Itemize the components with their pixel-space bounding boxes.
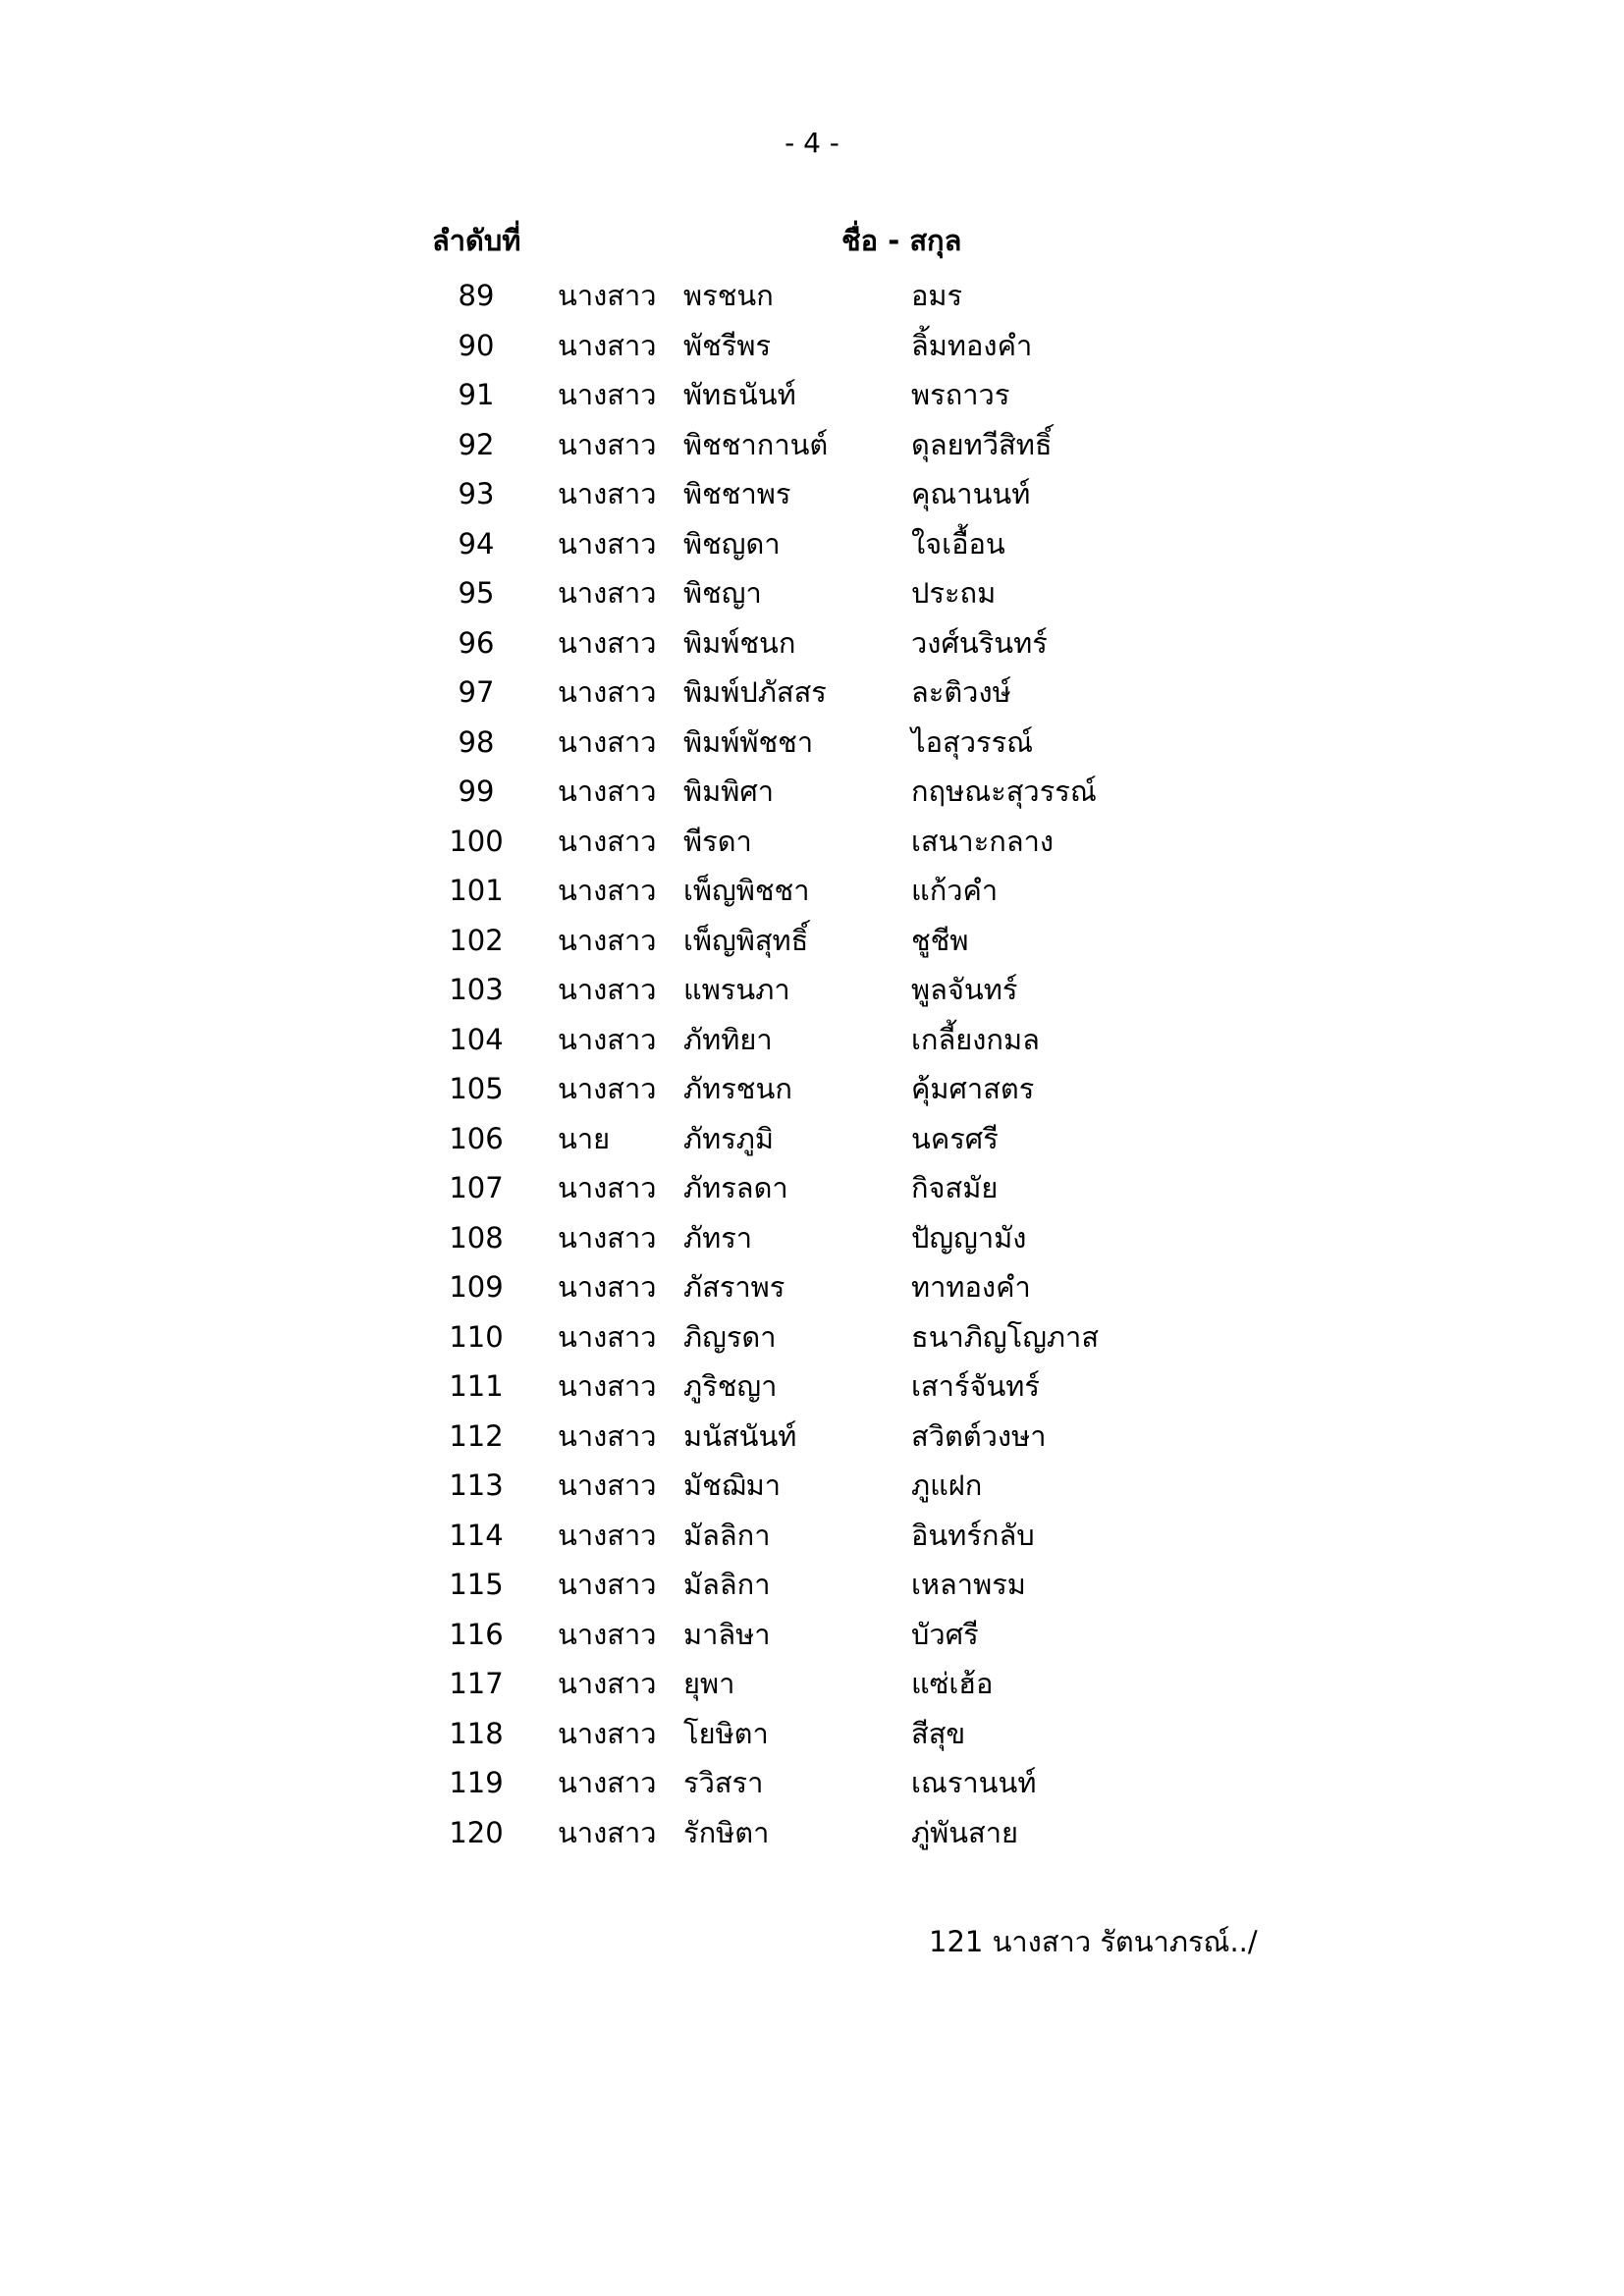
list-item — [432, 817, 1178, 867]
list-item — [432, 718, 1178, 768]
list-item — [432, 618, 1178, 668]
last-name: เสาร์จันทร์ — [911, 1369, 1040, 1403]
item-number: 104 — [449, 1022, 504, 1056]
first-name: พิชชาพร — [683, 477, 791, 510]
item-number: 97 — [458, 675, 495, 709]
list-item — [432, 1213, 1178, 1263]
header-name: ชื่อ - สกุล — [841, 224, 962, 257]
list-item — [432, 1808, 1178, 1858]
list-item — [432, 519, 1178, 569]
last-name: สวิตต์วงษา — [911, 1418, 1047, 1453]
item-number: 111 — [449, 1369, 504, 1403]
list-item — [432, 469, 1178, 519]
first-name: พิชชากานต์ — [683, 427, 829, 461]
last-name: คุ้มศาสตร — [911, 1072, 1035, 1105]
last-name: อินทร์กลับ — [911, 1518, 1035, 1552]
first-name: พิชญา — [683, 576, 762, 610]
item-number: 117 — [449, 1667, 504, 1700]
name-title: นางสาว — [558, 328, 657, 362]
list-item — [432, 1262, 1178, 1312]
name-title: นางสาว — [558, 1617, 657, 1651]
first-name: แพรนภา — [683, 973, 790, 1006]
first-name: พรชนก — [683, 279, 774, 312]
first-name: มนัสนันท์ — [683, 1418, 797, 1453]
list-item — [432, 1412, 1178, 1462]
last-name: ลิ้มทองคำ — [911, 328, 1033, 362]
name-title: นางสาว — [558, 1171, 657, 1204]
last-name: บัวศรี — [911, 1617, 979, 1651]
item-number: 99 — [458, 774, 495, 808]
first-name: พีรดา — [683, 824, 752, 858]
item-number: 114 — [449, 1518, 504, 1552]
item-number: 106 — [449, 1121, 504, 1155]
name-title: นางสาว — [558, 724, 657, 759]
last-name: กิจสมัย — [911, 1171, 999, 1204]
name-title: นางสาว — [558, 1220, 657, 1255]
first-name: เพ็ญพิสุทธิ์ — [683, 923, 809, 957]
item-number: 118 — [449, 1716, 504, 1750]
last-name: ประถม — [911, 576, 997, 610]
item-number: 112 — [449, 1418, 504, 1453]
item-number: 108 — [449, 1220, 504, 1255]
item-number: 96 — [458, 625, 495, 660]
first-name: ภัทรชนก — [683, 1072, 792, 1105]
first-name: มาลิษา — [683, 1617, 771, 1651]
list-item — [432, 271, 1178, 321]
first-name: มัลลิกา — [683, 1568, 771, 1601]
first-name: พัชรีพร — [683, 328, 772, 362]
name-title: นางสาว — [558, 1072, 657, 1105]
name-title: นางสาว — [558, 1815, 657, 1849]
last-name: ใจเอื้อน — [911, 526, 1005, 561]
list-item — [432, 1758, 1178, 1808]
name-title: นางสาว — [558, 774, 657, 808]
item-number: 89 — [458, 279, 495, 312]
last-name: ละติวงษ์ — [911, 675, 1011, 709]
first-name: พิมพ์ปภัสสร — [683, 675, 827, 709]
item-number: 101 — [449, 874, 504, 907]
item-number: 98 — [458, 724, 495, 759]
last-name: กฤษณะสุวรรณ์ — [911, 774, 1097, 808]
item-number: 102 — [449, 923, 504, 957]
name-title: นางสาว — [558, 1270, 657, 1304]
last-name: เหลาพรม — [911, 1568, 1026, 1601]
item-number: 119 — [449, 1766, 504, 1799]
first-name: พิมพ์ชนก — [683, 625, 796, 660]
item-number: 100 — [449, 824, 504, 858]
list-item — [432, 965, 1178, 1015]
first-name: ภัทรภูมิ — [683, 1121, 775, 1155]
last-name: สีสุข — [911, 1716, 966, 1750]
name-title: นางสาว — [558, 923, 657, 957]
item-number: 95 — [458, 576, 495, 610]
name-title: นางสาว — [558, 973, 657, 1006]
item-number: 103 — [449, 973, 504, 1006]
list-item — [432, 1064, 1178, 1114]
list-item — [432, 1163, 1178, 1213]
item-number: 92 — [458, 427, 495, 461]
name-title: นางสาว — [558, 1667, 657, 1700]
name-title: นางสาว — [558, 874, 657, 907]
first-name: ภัททิยา — [683, 1022, 773, 1056]
list-item — [432, 321, 1178, 371]
first-name: รวิสรา — [683, 1766, 764, 1799]
item-number: 113 — [449, 1468, 504, 1502]
item-number: 94 — [458, 526, 495, 561]
list-item — [432, 1114, 1178, 1164]
last-name: ภูแฝก — [911, 1468, 983, 1502]
name-title: นางสาว — [558, 1369, 657, 1403]
item-number: 116 — [449, 1617, 504, 1651]
first-name: ภัสราพร — [683, 1270, 785, 1304]
last-name: แซ่เฮ้อ — [911, 1667, 994, 1700]
list-item — [432, 1659, 1178, 1709]
name-title: นางสาว — [558, 1468, 657, 1502]
list-item — [432, 1610, 1178, 1660]
first-name: พิมพิศา — [683, 774, 775, 808]
name-title: นางสาว — [558, 477, 657, 510]
name-title: นางสาว — [558, 824, 657, 858]
last-name: ปัญญามัง — [911, 1220, 1027, 1255]
first-name: พิชญดา — [683, 526, 781, 561]
item-number: 105 — [449, 1072, 504, 1105]
name-title: นางสาว — [558, 1568, 657, 1601]
item-number: 120 — [449, 1815, 504, 1849]
first-name: พิมพ์พัชชา — [683, 724, 814, 759]
last-name: ไอสุวรรณ์ — [911, 724, 1034, 759]
page-number: - 4 - — [785, 127, 839, 159]
last-name: อมร — [911, 279, 963, 312]
last-name: เณรานนท์ — [911, 1766, 1037, 1799]
list-item — [432, 1560, 1178, 1610]
last-name: ดุลยทวีสิทธิ์ — [911, 427, 1053, 461]
name-title: นางสาว — [558, 378, 657, 411]
table-header — [432, 218, 1178, 267]
last-name: ภู่พันสาย — [911, 1815, 1019, 1849]
first-name: ภิญรดา — [683, 1319, 777, 1354]
item-number: 109 — [449, 1270, 504, 1304]
last-name: ทาทองคำ — [911, 1270, 1031, 1304]
list-item — [432, 667, 1178, 718]
last-name: นครศรี — [911, 1121, 999, 1155]
item-number: 110 — [449, 1319, 504, 1354]
last-name: คุณานนท์ — [911, 477, 1031, 510]
last-name: ธนาภิญโญภาส — [911, 1319, 1100, 1354]
list-item — [432, 420, 1178, 470]
name-title: นางสาว — [558, 1518, 657, 1552]
list-item — [432, 1362, 1178, 1412]
name-title: นางสาว — [558, 526, 657, 561]
name-title: นางสาว — [558, 576, 657, 610]
continuation-note: 121 นางสาว รัตนาภรณ์../ — [929, 1925, 1258, 1958]
name-title: นางสาว — [558, 1716, 657, 1750]
first-name: โยษิตา — [683, 1716, 769, 1750]
list-item — [432, 1461, 1178, 1511]
list-item — [432, 767, 1178, 817]
last-name: แก้วคำ — [911, 874, 999, 907]
last-name: เสนาะกลาง — [911, 824, 1055, 858]
first-name: เพ็ญพิชชา — [683, 874, 810, 907]
first-name: ภูริชญา — [683, 1369, 778, 1403]
last-name: พรถาวร — [911, 378, 1010, 411]
name-title: นางสาว — [558, 1418, 657, 1453]
first-name: ภัทรลดา — [683, 1171, 788, 1204]
name-title: นางสาว — [558, 625, 657, 660]
name-title: นางสาว — [558, 1319, 657, 1354]
first-name: รักษิตา — [683, 1815, 770, 1849]
first-name: มัชฌิมา — [683, 1468, 781, 1502]
item-number: 91 — [458, 378, 495, 411]
item-number: 107 — [449, 1171, 504, 1204]
list-item — [432, 1312, 1178, 1362]
first-name: ยุพา — [683, 1667, 735, 1700]
name-title: นางสาว — [558, 1766, 657, 1799]
list-item — [432, 1709, 1178, 1759]
last-name: วงศ์นรินทร์ — [911, 625, 1048, 660]
list-item — [432, 1015, 1178, 1065]
name-title: นางสาว — [558, 1022, 657, 1056]
item-number: 90 — [458, 328, 495, 362]
item-number: 93 — [458, 477, 495, 510]
first-name: ภัทรา — [683, 1220, 753, 1255]
name-title: นาย — [558, 1121, 611, 1155]
list-item — [432, 370, 1178, 420]
item-number: 115 — [449, 1568, 504, 1601]
list-item — [432, 916, 1178, 966]
last-name: พูลจันทร์ — [911, 973, 1018, 1006]
first-name: มัลลิกา — [683, 1518, 771, 1552]
name-title: นางสาว — [558, 279, 657, 312]
name-title: นางสาว — [558, 427, 657, 461]
list-item — [432, 1511, 1178, 1561]
name-title: นางสาว — [558, 675, 657, 709]
list-item — [432, 568, 1178, 618]
first-name: พัทธนันท์ — [683, 378, 796, 411]
last-name: ชูชีพ — [911, 923, 969, 957]
last-name: เกลี้ยงกมล — [911, 1022, 1040, 1056]
list-item — [432, 866, 1178, 916]
header-order: ลำดับที่ — [432, 224, 521, 257]
name-list — [432, 271, 1178, 1857]
